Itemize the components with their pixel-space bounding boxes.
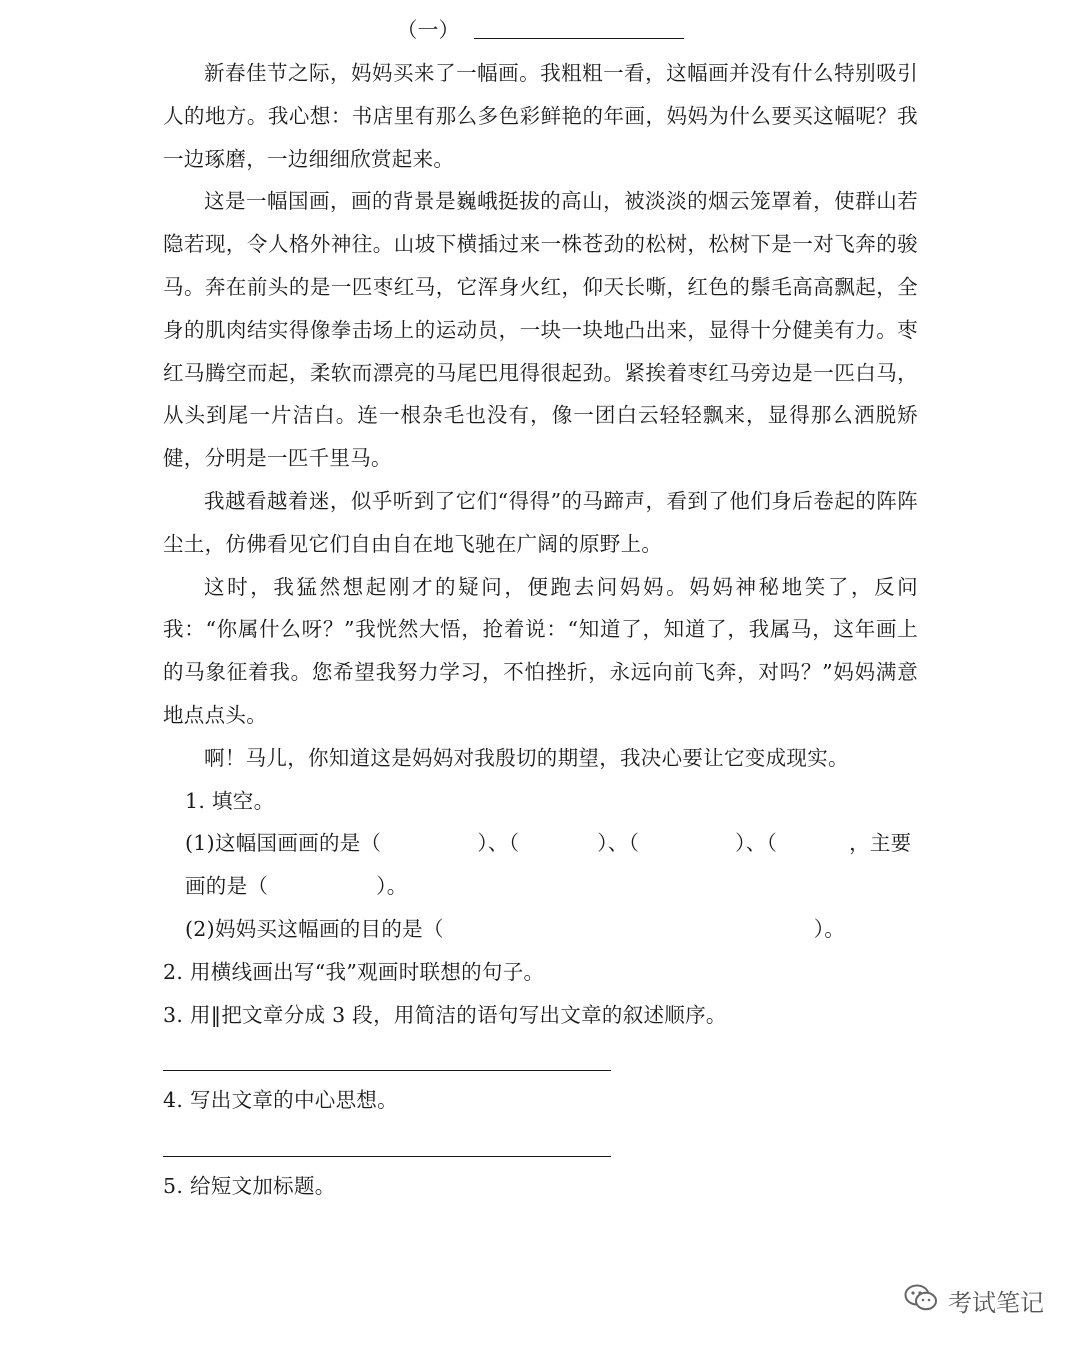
question-1-label: 1. 填空。	[185, 788, 275, 813]
question-1-part-1	[163, 822, 918, 908]
q1-sep-3: ）、（	[735, 831, 778, 856]
q1-part1-mid: ，主要画的是（	[185, 831, 912, 899]
q1-part1-end: ）。	[376, 874, 408, 899]
q1-sep-1: ）、（	[477, 831, 520, 856]
passage-paragraph-3: 我越看越着迷，似乎听到了它们“得得”的马蹄声，看到了他们身后卷起的阵阵尘土，仿佛看见它们自由自在地飞驰在广阔的原野上。	[163, 488, 918, 556]
question-3: 3. 用‖把文章分成 3 段，用简洁的语句写出文章的叙述顺序。	[163, 1002, 727, 1027]
passage-paragraph-2: 这是一幅国画，画的背景是巍峨挺拔的高山，被淡淡的烟云笼罩着，使群山若隐若现，令人格外神往。山坡下横插过来一株苍劲的松树，松树下是一对飞奔的骏马。奔在前头的是一匹枣红马，它浑身火红，仰天长嘶，红色的鬃毛高高飘起，全身的肌肉结实得像拳击场上的运动员，一块一块地凸出来，显得十分健美有力。枣红马腾空而起，柔软而漂亮的马尾巴甩得很起劲。紧挨着枣红马旁边是一匹白马，从头到尾一片洁白。连一根杂毛也没有，像一团白云轻轻飘来，显得那么洒脱矫健，分明是一匹千里马。	[163, 189, 918, 471]
q1-part1-prefix: (1)这幅国画画的是（	[185, 831, 382, 856]
passage-paragraph-1: 新春佳节之际，妈妈买来了一幅画。我粗粗一看，这幅画并没有什么特别吸引人的地方。我心想：书店里有那么多色彩鲜艳的年画，妈妈为什么要买这幅呢？我一边琢磨，一边细细欣赏起来。	[163, 61, 918, 171]
passage-paragraph-4: 这时，我猛然想起刚才的疑问，便跑去问妈妈。妈妈神秘地笑了，反问我：“你属什么呀？”我恍然大悟，抢着说：“知道了，知道了，我属马，这年画上的马象征着我。您希望我努力学习，不怕挫折，永远向前飞奔，对吗？”妈妈满意地点点头。	[163, 574, 918, 727]
question-4: 4. 写出文章的中心思想。	[163, 1088, 398, 1113]
question-4-answer-line[interactable]	[163, 1122, 611, 1157]
section-header	[0, 12, 1080, 48]
wechat-icon	[904, 1284, 948, 1318]
question-3-answer-line[interactable]	[163, 1036, 611, 1071]
question-1-part-2	[163, 908, 918, 951]
passage-and-questions	[163, 52, 918, 1208]
q1-sep-2: ）、（	[597, 831, 640, 856]
title-blank-line	[474, 12, 684, 39]
q1-part2-end: ）。	[813, 916, 846, 941]
watermark	[904, 1283, 1044, 1318]
q1-part2-prefix: (2)妈妈买这幅画的目的是（	[185, 916, 444, 941]
section-number: （一）	[396, 18, 460, 42]
question-2: 2. 用横线画出写“我”观画时联想的句子。	[163, 959, 545, 984]
passage-paragraph-5: 啊！马儿，你知道这是妈妈对我殷切的期望，我决心要让它变成现实。	[204, 745, 849, 770]
watermark-text: 考试笔记	[948, 1289, 1044, 1317]
question-5: 5. 给短文加标题。	[163, 1174, 336, 1199]
